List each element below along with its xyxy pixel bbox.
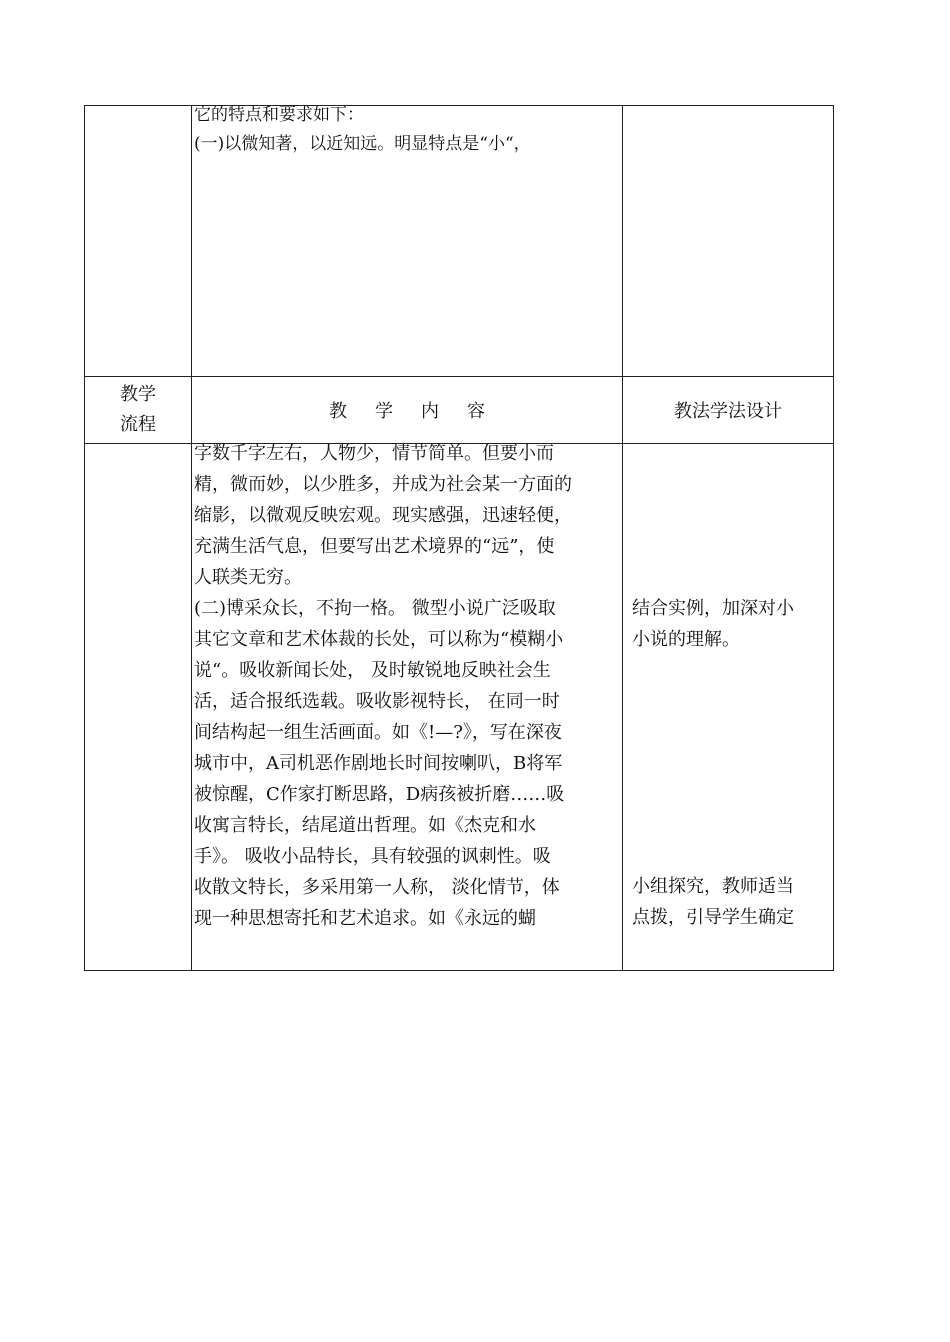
- content-line: 间结构起一组生活画面。如《!—?》，写在深夜: [194, 722, 562, 743]
- method-note-examples: [632, 593, 832, 655]
- content-line: 手》。 吸收小品特长，具有较强的讽刺性。吸: [194, 846, 551, 867]
- header-content-char: 教: [329, 401, 347, 422]
- table-right-border: [833, 105, 834, 971]
- content-line: 现一种思想寄托和艺术追求。如《永远的蝴: [194, 908, 536, 929]
- header-flow-line: 教学: [120, 384, 156, 405]
- content-line: 说“。吸收新闻长处， 及时敏锐地反映社会生: [194, 660, 551, 681]
- method-note-line: 点拨，引导学生确定: [632, 907, 794, 928]
- top-content-cell: [194, 101, 624, 159]
- table-left-border: [84, 105, 85, 971]
- content-line: 收散文特长，多采用第一人称， 淡化情节，体: [194, 877, 560, 898]
- method-note-line: 结合实例，加深对小: [632, 598, 794, 619]
- table-bottom-border: [84, 970, 834, 971]
- content-line: 城市中，A司机恶作剧地长时间按喇叭，B将军: [194, 753, 563, 774]
- content-line: 精，微而妙，以少胜多，并成为社会某一方面的: [194, 474, 572, 495]
- content-line: 缩影，以微观反映宏观。现实感强，迅速轻便，: [194, 505, 572, 526]
- header-teaching-flow: [85, 377, 191, 443]
- header-flow-line: 流程: [120, 414, 156, 435]
- content-line: 活，适合报纸选载。吸收影视特长， 在同一时: [194, 691, 560, 712]
- method-note-group: [632, 871, 832, 933]
- method-note-line: 小组探究，教师适当: [632, 876, 794, 897]
- content-line: 它的特点和要求如下：: [194, 105, 364, 125]
- method-note-line: 小说的理解。: [632, 629, 740, 650]
- header-teaching-content: [192, 377, 622, 443]
- content-line: (一)以微知著，以近知远。明显特点是“小“，: [194, 134, 531, 154]
- header-content-char: 学: [375, 401, 393, 422]
- lesson-plan-table: [84, 105, 834, 971]
- content-line: 其它文章和艺术体裁的长处，可以称为“模糊小: [194, 629, 564, 650]
- content-line: 充满生活气息，但要写出艺术境界的“远”，使: [194, 536, 555, 557]
- header-method-label: 教法学法设计: [674, 401, 782, 422]
- content-line: 被惊醒，C作家打断思路，D病孩被折磨……吸: [194, 784, 565, 805]
- body-content-cell: [194, 438, 624, 934]
- header-content-char: 内: [421, 401, 439, 422]
- content-line: 人联类无穷。: [194, 567, 302, 588]
- header-content-char: 容: [467, 401, 485, 422]
- header-method-design: [623, 377, 833, 443]
- content-line: 字数千字左右，人物少，情节简单。但要小而: [194, 443, 554, 464]
- column-divider-1: [191, 105, 192, 971]
- content-line: 收寓言特长，结尾道出哲理。如《杰克和水: [194, 815, 536, 836]
- content-line: (二)博采众长，不拘一格。 微型小说广泛吸取: [194, 598, 556, 619]
